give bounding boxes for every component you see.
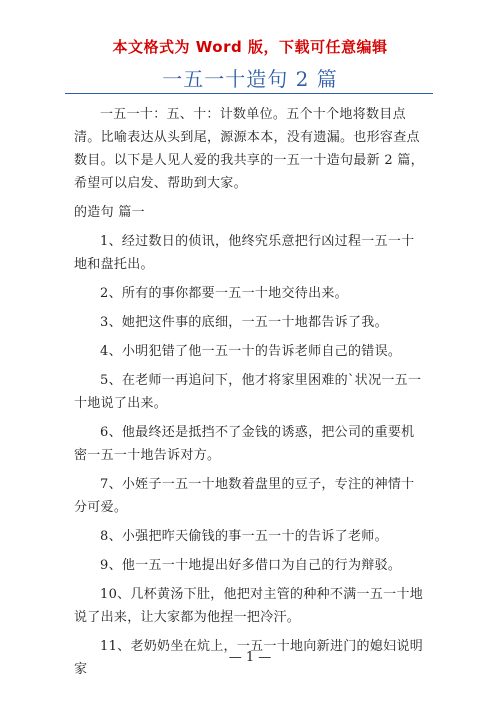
sentence-7: 7、小姪子一五一十地数着盘里的豆子，专注的神情十分可爱。 [74, 477, 415, 515]
sentence-3: 3、她把这件事的底细，一五一十地都告诉了我。 [100, 315, 388, 330]
sentence-5: 5、在老师一再追问下，他才将家里困难的`状况一五一十地说了出来。 [74, 373, 422, 411]
sentence-9: 9、他一五一十地提出好多借口为自己的行为辩驳。 [100, 558, 402, 573]
intro-paragraph: 一五一十：五、十：计数单位。五个十个地将数目点清。比喻表达从头到尾，源源本本，没有遗漏。也形容查点数目。以下是人见人爱的我共享的一五一十造句最新 2 篇，希望可以启发、帮助到大家。 [74, 107, 424, 191]
sentence-1: 1、经过数日的侦讯，他终究乐意把行凶过程一五一十地和盘托出。 [74, 234, 415, 272]
sentence-10: 10、几杯黄汤下肚，他把对主管的种种不满一五一十地说了出来，让大家都为他捏一把冷汗。 [74, 587, 424, 625]
page-title: 一五一十造句 2 篇 [162, 67, 338, 91]
sentence-8: 8、小强把昨天偷钱的事一五一十的告诉了老师。 [100, 529, 388, 544]
page-number: — 1 — [228, 650, 272, 665]
sentence-2: 2、所有的事你都要一五一十地交待出来。 [100, 286, 348, 301]
sentence-11: 11、老奶奶坐在炕上，一五一十地向新进门的媳妇说明家 [74, 639, 424, 677]
download-banner: 本文格式为 Word 版，下载可任意编辑 [112, 38, 388, 56]
sentence-6: 6、他最终还是抵挡不了金钱的诱惑，把公司的重要机密一五一十地告诉对方。 [74, 425, 415, 463]
document-body [74, 103, 426, 681]
sentence-4: 4、小明犯错了他一五一十的告诉老师自己的错误。 [100, 344, 402, 359]
section-heading: 的造句 篇一 [74, 205, 145, 220]
title-divider [65, 93, 433, 94]
